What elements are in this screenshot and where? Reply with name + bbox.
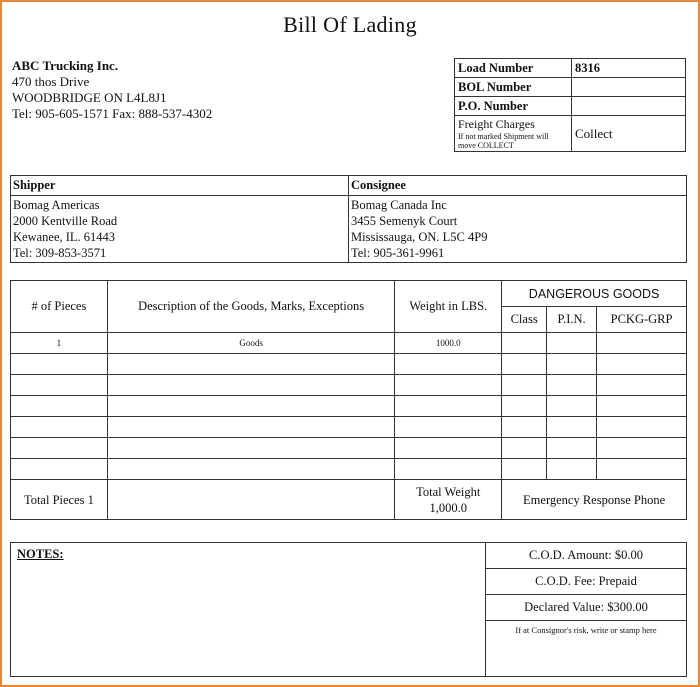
carrier-street: 470 thos Drive: [12, 74, 90, 89]
shipper-phone: Tel: 309-853-3571: [13, 246, 107, 260]
weight-header: Weight in LBS.: [395, 281, 502, 333]
freight-charges-note: If not marked Shipment will move COLLECT: [458, 132, 549, 150]
consignee-header: Consignee: [349, 176, 687, 196]
carrier-name: ABC Trucking Inc.: [12, 58, 119, 73]
shipper-street: 2000 Kentville Road: [13, 214, 118, 228]
total-pieces: Total Pieces 1: [11, 480, 108, 520]
declared-value[interactable]: Declared Value: $300.00: [486, 595, 686, 621]
cod-fee[interactable]: C.O.D. Fee: Prepaid: [486, 569, 686, 595]
table-row: [11, 417, 687, 438]
totals-row: [11, 480, 687, 520]
shipper-header: Shipper: [11, 176, 349, 196]
emergency-response-phone[interactable]: Emergency Response Phone: [502, 480, 687, 520]
bol-number-row: [455, 78, 686, 97]
po-number-label: P.O. Number: [455, 97, 572, 116]
shipper-name: Bomag Americas: [13, 198, 100, 212]
consignee-name: Bomag Canada Inc: [351, 198, 447, 212]
total-weight-value: 1,000.0: [429, 500, 467, 515]
freight-charges-label: Freight Charges: [458, 117, 535, 131]
notes-section: [10, 542, 687, 677]
reference-box: [454, 58, 686, 152]
table-row: [11, 333, 687, 354]
load-number-row: [455, 59, 686, 78]
consignor-risk-note[interactable]: If at Consignor's risk, write or stamp here: [515, 625, 657, 635]
cod-amount[interactable]: C.O.D. Amount: $0.00: [486, 543, 686, 569]
carrier-city: WOODBRIDGE ON L4L8J1: [12, 90, 167, 105]
pin-cell[interactable]: [547, 333, 597, 354]
consignee-street: 3455 Semenyk Court: [351, 214, 458, 228]
consignee-details[interactable]: [349, 196, 687, 263]
freight-charges-value[interactable]: Collect: [572, 116, 686, 152]
pckg-grp-cell[interactable]: [597, 333, 687, 354]
total-weight-label: Total Weight: [416, 484, 481, 499]
pieces-cell[interactable]: 1: [11, 333, 108, 354]
class-header: Class: [502, 307, 547, 333]
pieces-header: # of Pieces: [11, 281, 108, 333]
description-cell[interactable]: Goods: [107, 333, 394, 354]
load-number-value[interactable]: 8316: [572, 59, 686, 78]
parties-table: [10, 175, 687, 263]
notes-area[interactable]: [11, 543, 486, 677]
carrier-phone: Tel: 905-605-1571 Fax: 888-537-4302: [12, 106, 213, 121]
load-number-label: Load Number: [455, 59, 572, 78]
bol-number-value[interactable]: [572, 78, 686, 97]
pckg-grp-header: PCKG-GRP: [597, 307, 687, 333]
dangerous-goods-header: DANGEROUS GOODS: [502, 281, 687, 307]
goods-table: [10, 280, 687, 520]
freight-charges-row: [455, 116, 686, 152]
po-number-value[interactable]: [572, 97, 686, 116]
freight-charges-cell: [455, 116, 572, 152]
table-row: [11, 354, 687, 375]
weight-cell[interactable]: 1000.0: [395, 333, 502, 354]
po-number-row: [455, 97, 686, 116]
table-row: [11, 438, 687, 459]
table-row: [11, 396, 687, 417]
cod-panel: [486, 543, 687, 677]
consignee-city: Mississauga, ON. L5C 4P9: [351, 230, 488, 244]
shipper-details[interactable]: [11, 196, 349, 263]
document-title: Bill Of Lading: [283, 12, 417, 37]
table-row: [11, 459, 687, 480]
carrier-address: [12, 58, 212, 122]
notes-label: NOTES:: [17, 547, 64, 561]
total-weight: [395, 480, 502, 520]
table-row: [11, 375, 687, 396]
total-description-cell: [107, 480, 394, 520]
class-cell[interactable]: [502, 333, 547, 354]
description-header: Description of the Goods, Marks, Exceptions: [107, 281, 394, 333]
bol-number-label: BOL Number: [455, 78, 572, 97]
shipper-city: Kewanee, IL. 61443: [13, 230, 116, 244]
consignee-phone: Tel: 905-361-9961: [351, 246, 445, 260]
pin-header: P.I.N.: [547, 307, 597, 333]
